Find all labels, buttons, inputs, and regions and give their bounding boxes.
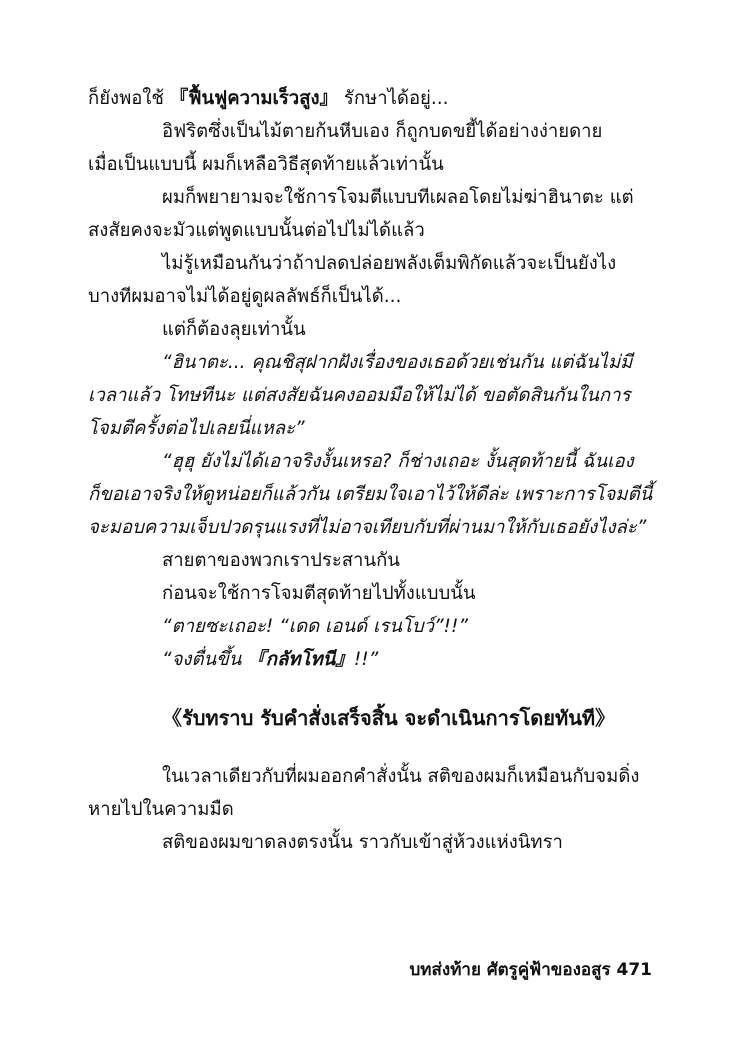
paragraph-line: หายไปในความมืด [88,799,234,820]
paragraph-line [88,82,654,115]
dialogue-line: ก็ขอเอาจริงให้ดูหน่อยก็แล้วกัน เตรียมใจเอาไว้ให้ดีล่ะ เพราะการโจมตีนี้ [88,484,653,505]
page-body [88,82,654,859]
spacer [88,676,654,698]
paragraph-line: อิฟริตซึ่งเป็นไม้ตายก้นหีบเอง ก็ถูกบดขยี้ได้อย่างง่ายดาย [162,121,603,142]
dialogue-line: “ฮุฮุ ยังไม่ได้เอาจริงงั้นเหรอ? ก็ช่างเถอะ งั้นสุดท้ายนี้ ฉันเอง [162,451,634,472]
text-run: รักษาได้อยู่... [338,88,449,109]
paragraph-line: สติของผมขาดลงตรงนั้น ราวกับเข้าสู่ห้วงแห่งนิทรา [162,832,563,853]
paragraph-line: ไม่รู้เหมือนกันว่าถ้าปลดปล่อยพลังเต็มพิกัดแล้วจะเป็นยังไง [162,253,617,274]
paragraph-line: เมื่อเป็นแบบนี้ ผมก็เหลือวิธีสุดท้ายแล้วเท่านั้น [88,154,444,175]
paragraph-line: บางทีผมอาจไม่ได้อยู่ดูผลลัพธ์ก็เป็นได้... [88,286,402,307]
paragraph-line: ก่อนจะใช้การโจมตีสุดท้ายไปทั้งแบบนั้น [162,583,476,604]
system-message-heading: 《รับทราบ รับคำสั่งเสร็จสิ้น จะดำเนินการโดยทันที》 [162,706,616,730]
dialogue-line: “ฮินาตะ... คุณชิสุฝากฝังเรื่องของเธอด้วยเช่นกัน แต่ฉันไม่มี [162,352,633,373]
skill-name: 『ฟื้นฟูความเร็วสูง』 [169,88,339,109]
dialogue-line: “ตายซะเถอะ! “เดด เอนด์ เรนโบว์”!!” [162,616,468,637]
dialogue-line: “จงตื่นขึ้น 『กลัทโทนี』!!” [162,649,379,670]
dialogue-line: โจมตีครั้งต่อไปเลยนี่แหละ” [88,418,305,439]
paragraph-line: สงสัยคงจะมัวแต่พูดแบบนั้นต่อไปไม่ได้แล้ว [88,220,425,241]
skill-name: 『กลัทโทนี』 [247,649,354,670]
paragraph-line: แต่ก็ต้องลุยเท่านั้น [162,319,306,340]
spacer [88,738,654,760]
text-run: ก็ยังพอใช้ [88,88,170,109]
page-footer: บทส่งท้าย ศัตรูคู่ฟ้าของอสูร 471 [409,960,652,980]
paragraph-line: ผมก็พยายามจะใช้การโจมตีแบบทีเผลอโดยไม่ฆ่าฮินาตะ แต่ [162,187,634,208]
dialogue-line: จะมอบความเจ็บปวดรุนแรงที่ไม่อาจเทียบกับที่ผ่านมาให้กับเธอยังไงล่ะ” [88,517,647,538]
dialogue-line: เวลาแล้ว โทษทีนะ แต่สงสัยฉันคงออมมือให้ไม่ได้ ขอตัดสินกันในการ [88,385,631,406]
paragraph-line: สายตาของพวกเราประสานกัน [162,550,400,571]
paragraph-line: ในเวลาเดียวกับที่ผมออกคำสั่งนั้น สติของผมก็เหมือนกับจมดิ่ง [162,766,640,787]
